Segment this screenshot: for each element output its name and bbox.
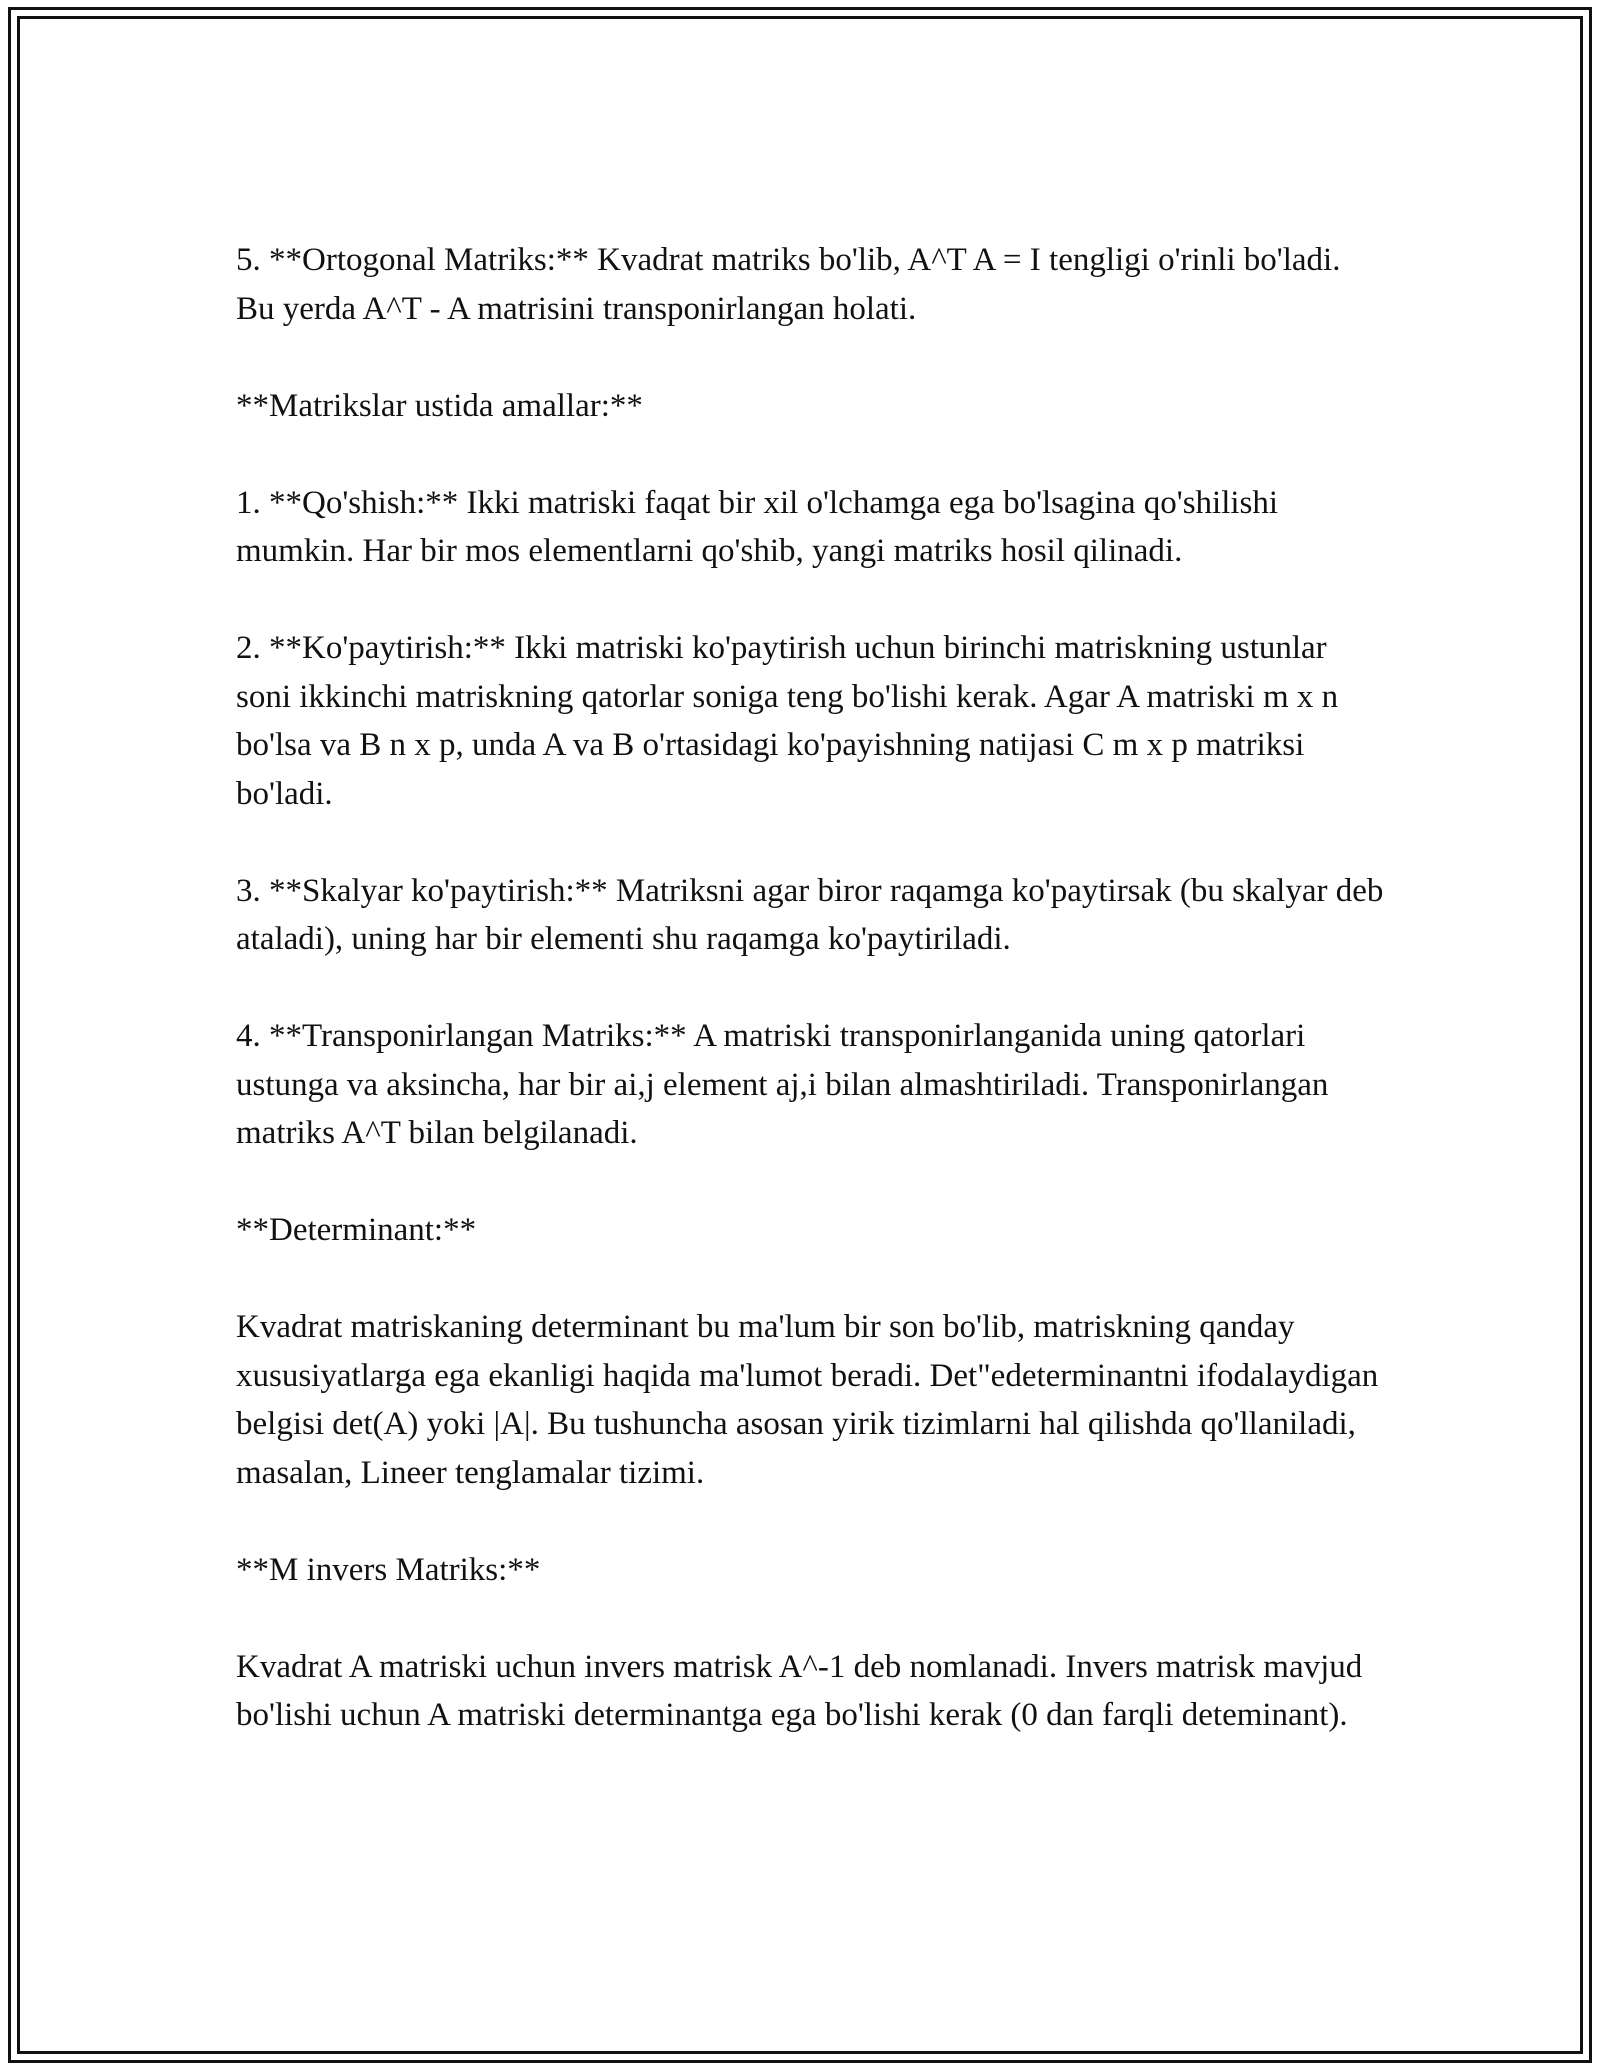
paragraph-determinant: Kvadrat matriskaning determinant bu ma'lum bir son bo'lib, matriskning qanday xususiyatlarga ega ekanligi haqida ma'lumot beradi. Det"edeterminantni ifodalaydigan belgisi det(A) yoki |A|. Bu tushuncha asosan yirik tizimlarni hal qilishda qo'llaniladi, masalan, Lineer tenglamalar tizimi. bbox=[236, 1309, 1379, 1491]
paragraph-addition: 1. **Qo'shish:** Ikki matriski faqat bir xil o'lchamga ega bo'lsagina qo'shilishi mumkin. Har bir mos elementlarni qo'shib, yangi matriks hosil qilinadi. bbox=[236, 484, 1279, 569]
paragraph-multiplication: 2. **Ko'paytirish:** Ikki matriski ko'paytirish uchun birinchi matriskning ustunlar soni ikkinchi matriskning qatorlar soniga teng bo'lishi kerak. Agar A matriski m x n bo'lsa va B n x p, unda A va B o'rtasidagi ko'payishning natijasi C m x p matriksi bo'ladi. bbox=[236, 630, 1339, 812]
heading-inverse-matrix: **M invers Matriks:** bbox=[236, 1551, 541, 1588]
heading-determinant: **Determinant:** bbox=[236, 1212, 477, 1248]
paragraph-scalar-multiplication: 3. **Skalyar ko'paytirish:** Matriksni agar biror raqamga ko'paytirsak (bu skalyar deb ataladi), uning har bir elementi shu raqamga ko'paytiriladi. bbox=[236, 872, 1384, 957]
document-body bbox=[236, 236, 1386, 1740]
heading-matrix-operations: **Matrikslar ustida amallar:** bbox=[236, 387, 643, 424]
paragraph-orthogonal-matrix: 5. **Ortogonal Matriks:** Kvadrat matriks bo'lib, A^T A = I tengligi o'rinli bo'ladi. Bu yerda A^T - A matrisini transponirlangan holati. bbox=[236, 242, 1341, 327]
paragraph-inverse-matrix: Kvadrat A matriski uchun invers matrisk A^-1 deb nomlanadi. Invers matrisk mavjud bo'lishi uchun A matriski determinantga ega bo'lishi kerak (0 dan farqli deteminant). bbox=[236, 1648, 1363, 1733]
paragraph-transpose: 4. **Transponirlangan Matriks:** A matriski transponirlanganida uning qatorlari ustunga va aksincha, har bir ai,j element aj,i bilan almashtiriladi. Transponirlangan matriks A^T bilan belgilanadi. bbox=[236, 1018, 1329, 1151]
